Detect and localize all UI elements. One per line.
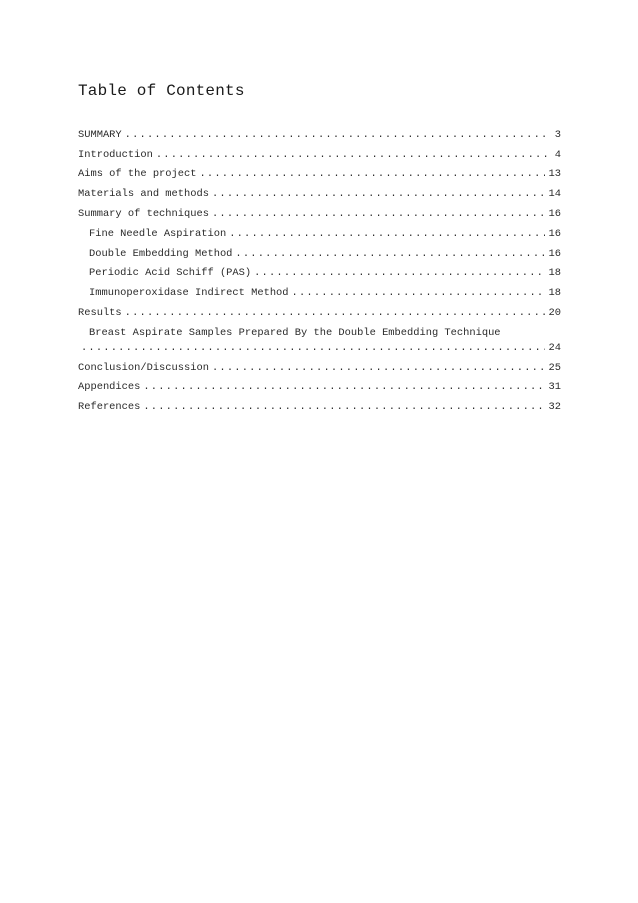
toc-entry-label: Appendices — [78, 381, 141, 394]
toc-entry-page: 18 — [548, 287, 561, 300]
toc-entry-label: SUMMARY — [78, 128, 122, 141]
toc-entry-summary[interactable] — [78, 122, 561, 142]
toc-entry-label: Periodic Acid Schiff (PAS) — [89, 267, 252, 280]
toc-leader-dots — [254, 266, 544, 280]
toc-entry-page: 16 — [548, 207, 561, 220]
toc-leader-dots — [125, 306, 545, 320]
toc-entry-label: Results — [78, 306, 122, 319]
toc-leader-dots — [229, 227, 544, 241]
toc-entry-page: 25 — [548, 361, 561, 374]
toc-entry-label: Introduction — [78, 148, 153, 161]
toc-entry-page: 13 — [548, 168, 561, 181]
toc-entry-conclusion[interactable] — [78, 355, 561, 375]
toc-entry-label: Materials and methods — [78, 188, 209, 201]
toc-entry-label: Double Embedding Method — [89, 247, 233, 260]
toc-leader-dots — [81, 341, 545, 355]
toc-entry-immunoperoxidase[interactable] — [78, 280, 561, 300]
toc-leader-dots — [143, 380, 544, 394]
toc-entry-page: 20 — [548, 306, 561, 319]
toc-leader-dots — [235, 247, 544, 261]
toc-entry-breast-aspirate[interactable] — [78, 320, 561, 355]
toc-entry-page: 24 — [548, 341, 561, 354]
toc-entry-label: Immunoperoxidase Indirect Method — [89, 287, 289, 300]
toc-entry-page: 14 — [548, 188, 561, 201]
toc-entry-page: 18 — [548, 267, 561, 280]
toc-entry-introduction[interactable] — [78, 142, 561, 162]
toc-leader-dots — [143, 400, 544, 414]
toc-entry-summary-techniques[interactable] — [78, 201, 561, 221]
toc-entry-page: 4 — [554, 148, 561, 161]
toc-leader-dots — [156, 148, 551, 162]
toc-heading: Table of Contents — [78, 82, 245, 100]
toc-entry-fine-needle-aspiration[interactable] — [78, 221, 561, 241]
toc-entry-aims[interactable] — [78, 162, 561, 182]
table-of-contents — [78, 122, 561, 414]
toc-entry-materials-methods[interactable] — [78, 181, 561, 201]
toc-entry-page: 16 — [548, 227, 561, 240]
toc-entry-page: 32 — [548, 401, 561, 414]
toc-entry-label: Breast Aspirate Samples Prepared By the Double Embedding Technique — [89, 326, 501, 339]
toc-leader-dots — [212, 361, 545, 375]
toc-leader-dots — [125, 128, 551, 142]
toc-leader-dots — [199, 167, 544, 181]
toc-entry-double-embedding[interactable] — [78, 241, 561, 261]
toc-entry-page: 16 — [548, 247, 561, 260]
toc-entry-label: Conclusion/Discussion — [78, 361, 209, 374]
toc-entry-results[interactable] — [78, 300, 561, 320]
toc-entry-pas[interactable] — [78, 261, 561, 281]
toc-entry-label: Fine Needle Aspiration — [89, 227, 227, 240]
toc-entry-label: References — [78, 401, 141, 414]
toc-entry-appendices[interactable] — [78, 375, 561, 395]
toc-entry-references[interactable] — [78, 394, 561, 414]
toc-leader-dots — [212, 207, 545, 221]
toc-entry-label: Summary of techniques — [78, 207, 209, 220]
toc-entry-page: 31 — [548, 381, 561, 394]
toc-entry-label: Aims of the project — [78, 168, 197, 181]
toc-leader-dots — [292, 286, 545, 300]
toc-entry-page: 3 — [554, 128, 561, 141]
toc-leader-dots — [212, 187, 545, 201]
